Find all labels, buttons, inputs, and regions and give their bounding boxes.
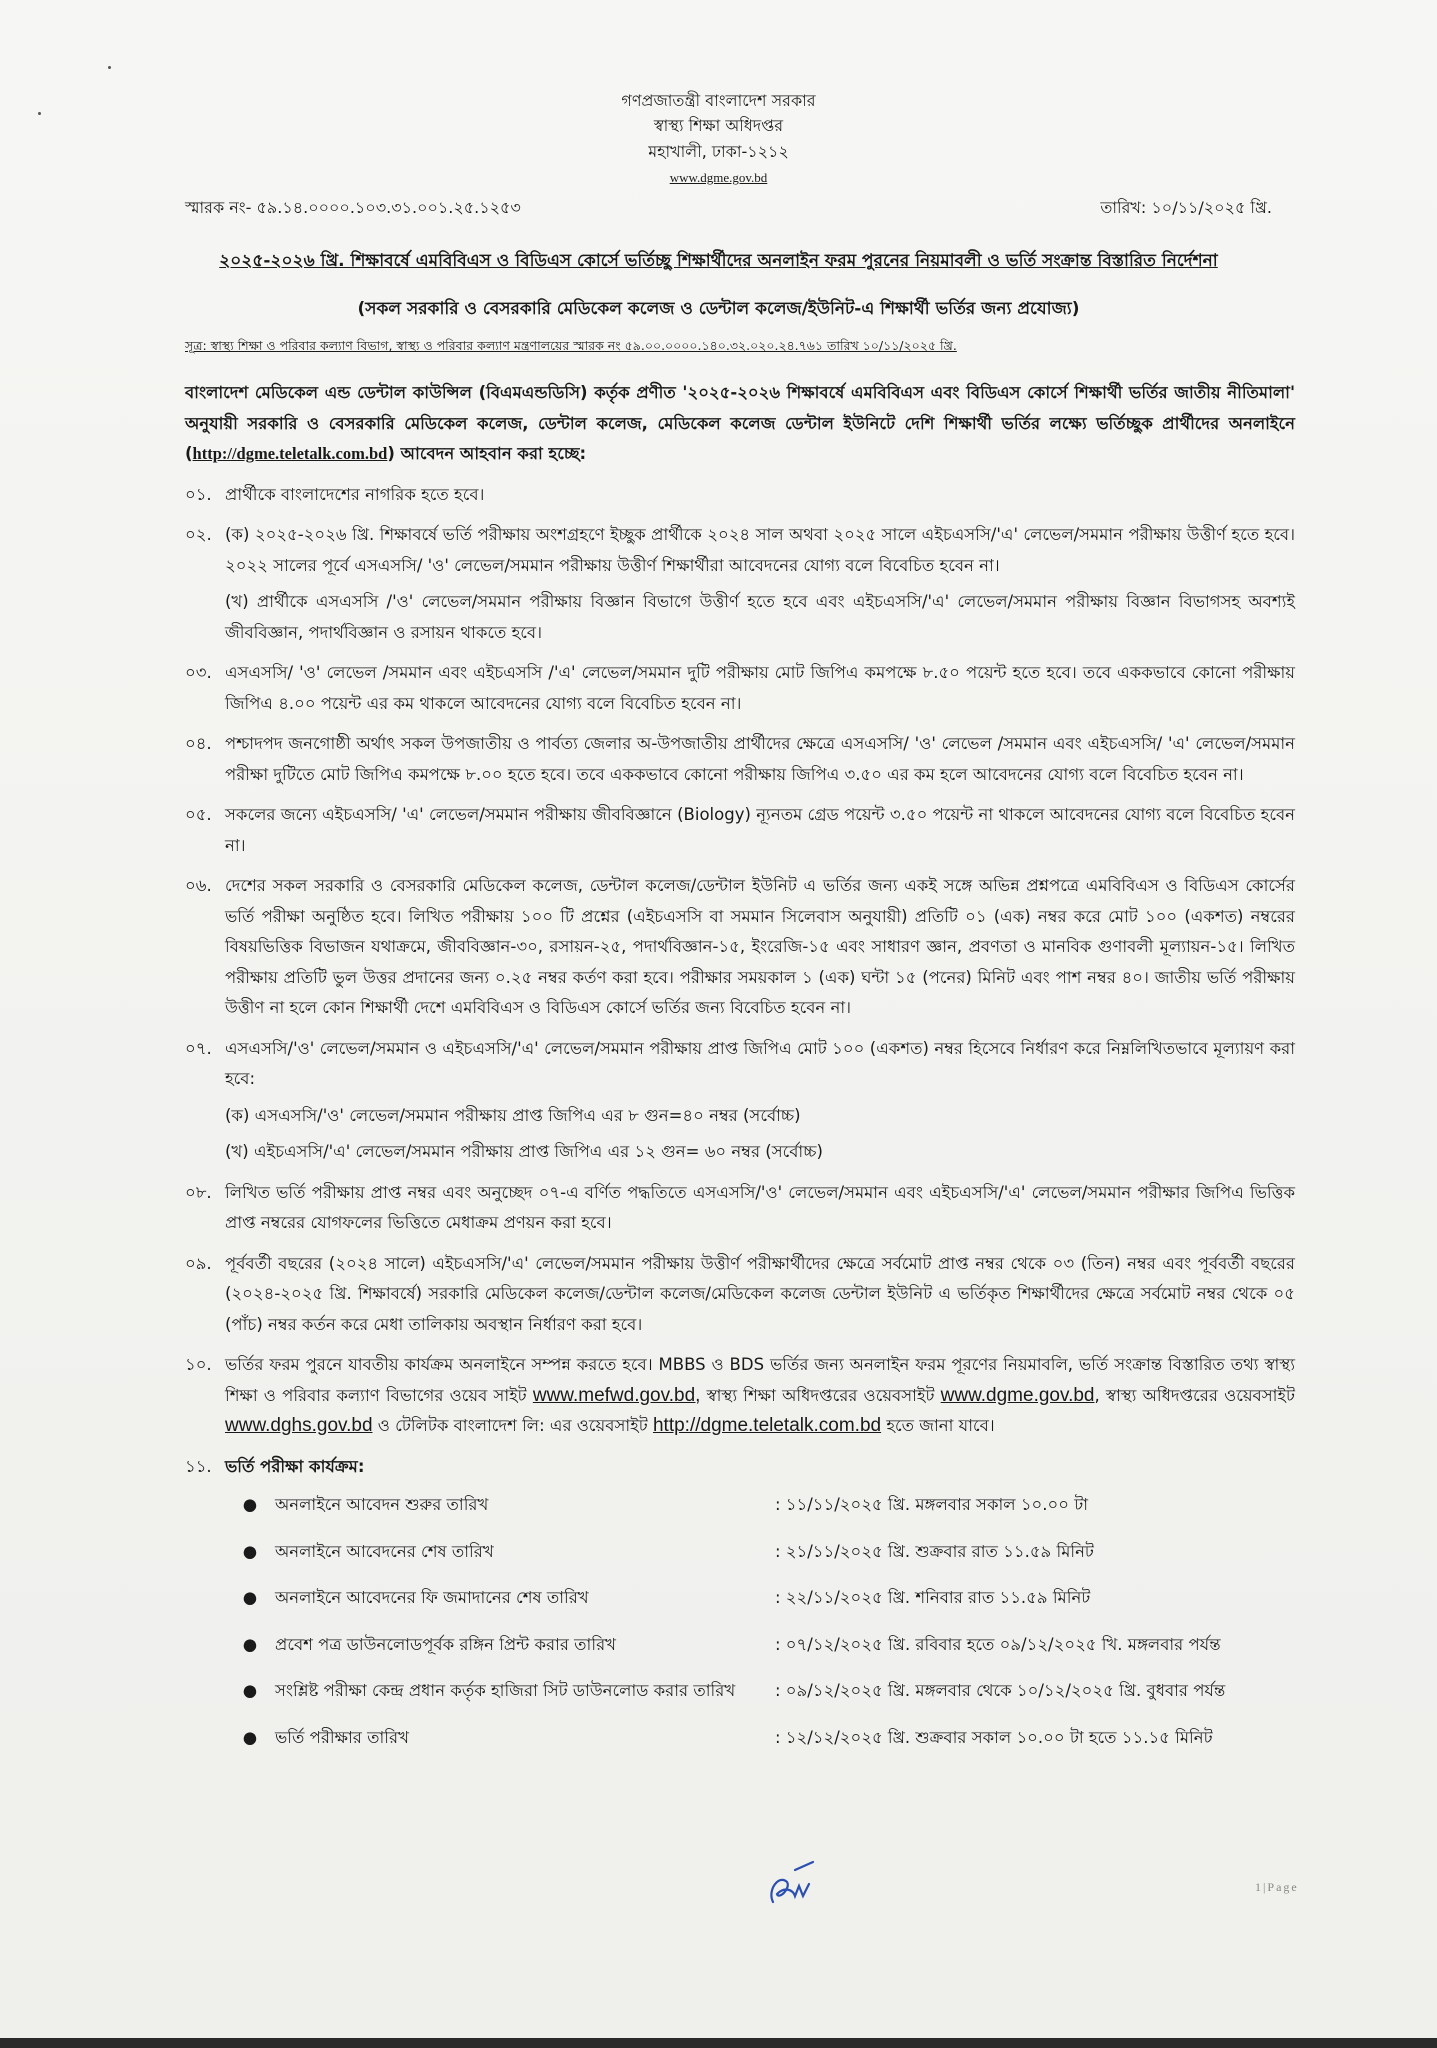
item-text — [225, 1178, 1295, 1239]
rules-list — [185, 480, 1295, 1341]
bullet-icon: ● — [242, 1634, 258, 1654]
item-text — [225, 800, 1295, 861]
schedule-list — [225, 1490, 1295, 1753]
header-website-link[interactable]: www.dgme.gov.bd — [669, 170, 768, 185]
schedule-value: : ০৯/১২/২০২৫ খ্রি. মঙ্গলবার থেকে ১০/১২/২০২৫ খ্রি. বুধবার পর্যন্ত — [775, 1681, 1226, 1700]
item-number: ০১. — [185, 484, 212, 504]
item-number: ১১. — [185, 1456, 212, 1476]
header-government: গণপ্রজাতন্ত্রী বাংলাদেশ সরকার — [621, 91, 816, 110]
page-subtitle: (সকল সরকারি ও বেসরকারি মেডিকেল কলেজ ও ডেন্টাল কলেজ/ইউনিট-এ শিক্ষার্থী ভর্তির জন্য প্রযোজ্য) — [357, 299, 1080, 319]
item-paragraph: পূর্ববর্তী বছরের (২০২৪ সালে) এইচএসসি/'এ' লেভেল/সমমান পরীক্ষায় উত্তীর্ণ পরীক্ষার্থীদের ক্ষেত্রে সর্বমোট প্রাপ্ত নম্বর থেকে ০৩ (তিন) নম্বর এবং পূর্ববর্তী বছরের (২০২৪-২০২৫ খ্রি. শিক্ষাবর্ষে) সরকারি মেডিকেল কলেজ/ডেন্টাল কলেজ/মেডিকেল কলেজ ডেন্টাল ইউনিট এ ভর্তিকৃত শিক্ষার্থীদের ক্ষেত্রে সর্বমোট নম্বর থেকে ০৫ (পাঁচ) নম্বর কর্তন করে মেধা তালিকায় অবস্থান নির্ধারণ করা হবে। — [225, 1253, 1295, 1334]
item-text — [225, 729, 1295, 790]
intro-text: বাংলাদেশ মেডিকেল এন্ড ডেন্টাল কাউন্সিল (বিএমএন্ডডিসি) কর্তৃক প্রণীত '২০২৫-২০২৬ শিক্ষাবর্ষে এমবিবিএস এবং বিডিএস কোর্সে শিক্ষার্থী ভর্তির জাতীয় নীতিমালা' অনুযায়ী সরকারি ও বেসরকারি মেডিকেল কলেজ, ডেন্টাল কলেজ, মেডিকেল কলেজ ডেন্টাল ইউনিটে দেশি শিক্ষার্থী ভর্তির লক্ষ্যে ভর্তিচ্ছুক প্রার্থীদের অনলাইনে ( — [185, 383, 1295, 463]
schedule-row — [225, 1630, 1295, 1661]
bullet-icon: ● — [242, 1681, 258, 1700]
schedule-value: : ১২/১২/২০২৫ খ্রি. শুক্রবার সকাল ১০.০০ টা হতে ১১.১৫ মিনিট — [775, 1727, 1213, 1747]
item-text — [225, 1249, 1295, 1341]
item-paragraph: এসএসসি/ 'ও' লেভেল /সমমান এবং এইচএসসি /'এ' লেভেল/সমমান দুটি পরীক্ষায় মোট জিপিএ কমপক্ষে ৮.৫০ পয়েন্ট হতে হবে। তবে এককভাবে কোনো পরীক্ষায় জিপিএ ৪.০০ পয়েন্ট এর কম থাকলে আবেদনের যোগ্য বলে বিবেচিত হবেন না। — [225, 663, 1295, 713]
item-number: ০৭. — [185, 1038, 212, 1058]
item-number: ০৯. — [185, 1253, 212, 1273]
schedule-value: : ০৭/১২/২০২৫ খ্রি. রবিবার হতে ০৯/১২/২০২৫ খি. মঙ্গলবার পর্যন্ত — [775, 1634, 1221, 1654]
list-item — [185, 729, 1295, 790]
item-paragraph: এসএসসি/'ও' লেভেল/সমমান ও এইচএসসি/'এ' লেভেল/সমমান পরীক্ষায় প্রাপ্ত জিপিএ মোট ১০০ (একশত) নম্বর হিসেবে নির্ধারণ করে নিম্নলিখিতভাবে মূল্যায়ণ করা হবে: — [225, 1038, 1295, 1088]
bullet-icon: ● — [242, 1541, 258, 1561]
item-number: ০৩. — [185, 663, 212, 682]
item-number: ০৪. — [185, 734, 212, 753]
page-number: 1|Page — [1255, 1880, 1299, 1894]
dgme-link[interactable]: www.dgme.gov.bd — [940, 1384, 1095, 1406]
header-department: স্বাস্থ্য শিক্ষা অধিদপ্তর — [653, 116, 784, 135]
text: , স্বাস্থ্য অধিদপ্তরের ওয়েবসাইট — [1094, 1385, 1295, 1405]
schedule-label: অনলাইনে আবেদন শুরুর তারিখ — [275, 1495, 489, 1514]
item-number: ০৬. — [185, 876, 212, 895]
schedule-row — [225, 1490, 1295, 1521]
item-number: ০৮. — [185, 1182, 212, 1202]
list-item — [185, 1249, 1295, 1341]
list-item — [185, 871, 1295, 1024]
item-paragraph: দেশের সকল সরকারি ও বেসরকারি মেডিকেল কলেজ, ডেন্টাল কলেজ/ডেন্টাল ইউনিট এ ভর্তির জন্য একই সঙ্গে অভিন্ন প্রশ্নপত্রে এমবিবিএস ও বিডিএস কোর্সের ভর্তি পরীক্ষা অনুষ্ঠিত হবে। লিখিত পরীক্ষায় ১০০ টি প্রশ্নের (এইচএসসি বা সমমান সিলেবাস অনুযায়ী) প্রতিটি ০১ (এক) নম্বর করে মোট ১০০ (একশত) নম্বরের বিষয়ভিত্তিক বিভাজন যথাক্রমে, জীববিজ্ঞান-৩০, রসায়ন-২৫, পদার্থবিজ্ঞান-১৫, ইংরেজি-১৫ এবং সাধারণ জ্ঞান, প্রবণতা ও মানবিক গুণাবলী মূল্যায়ন-১৫। লিখিত পরীক্ষায় প্রতিটি ভুল উত্তর প্রদানের জন্য ০.২৫ নম্বর কর্তণ করা হবে। পরীক্ষার সময়কাল ১ (এক) ঘন্টা ১৫ (পনের) মিনিট এবং পাশ নম্বর ৪০। জাতীয় ভর্তি পরীক্ষায় উত্তীণ না হলে কোন শিক্ষার্থী দেশে এমবিবিএস ও বিডিএস কোর্সে ভর্তির জন্য বিবেচিত হবেন না। — [225, 876, 1295, 1017]
item-text — [225, 520, 1295, 648]
schedule-value: : ১১/১১/২০২৫ খ্রি. মঙ্গলবার সকাল ১০.০০ টা — [775, 1495, 1088, 1514]
item-paragraph: লিখিত ভর্তি পরীক্ষায় প্রাপ্ত নম্বর এবং অনুচ্ছেদ ০৭-এ বর্ণিত পদ্ধতিতে এসএসসি/'ও' লেভেল/সমমান এবং এইচএসসি/'এ' লেভেল/সমমান পরীক্ষার জিপিএ ভিত্তিক প্রাপ্ত নম্বরের যোগফলের ভিত্তিতে মেধাক্রম প্রণয়ন করা হবে। — [225, 1182, 1295, 1232]
schedule-value: : ২২/১১/২০২৫ খ্রি. শনিবার রাত ১১.৫৯ মিনিট — [775, 1588, 1091, 1607]
list-item — [185, 800, 1295, 861]
item-subpoint: (ক) এসএসসি/'ও' লেভেল/সমমান পরীক্ষায় প্রাপ্ত জিপিএ এর ৮ গুন=৪০ নম্বর (সর্বোচ্চ) — [225, 1105, 801, 1125]
item-subpoint: (খ) এইচএসসি/'এ' লেভেল/সমমান পরীক্ষায় প্রাপ্ত জিপিএ এর ১২ গুন= ৬০ নম্বর (সর্বোচ্চ) — [225, 1142, 823, 1161]
schedule-label: অনলাইনে আবেদনের শেষ তারিখ — [275, 1541, 494, 1561]
item-text — [225, 1350, 1295, 1442]
bullet-icon: ● — [242, 1588, 258, 1607]
list-item — [185, 658, 1295, 719]
list-item — [185, 1178, 1295, 1239]
text: ভর্তির ফরম পুরনে যাবতীয় কার্যক্রম অনলাইনে সম্পন্ন করতে হবে। MBBS ও BDS ভর্তির জন্য অনলাইন ফরম পূরণের নিয়মাবলি, ভর্তি সংক্রান্ত বিস্তারিত তথ্য স্বাস্থ্য শিক্ষা ও পরিবার কল্যাণ বিভাগের ওয়েব সাইট — [225, 1355, 1295, 1405]
memo-date: তারিখ: ১০/১১/২০২৫ খ্রি. — [1100, 198, 1272, 217]
mefwd-link[interactable]: www.mefwd.gov.bd, — [532, 1384, 701, 1406]
item-text — [225, 480, 1295, 511]
schedule-row — [225, 1676, 1295, 1707]
item-number: ০৫. — [185, 805, 212, 824]
schedule-row — [225, 1537, 1295, 1568]
text: হতে জানা যাবে। — [881, 1416, 995, 1435]
schedule-value: : ২১/১১/২০২৫ খ্রি. শুক্রবার রাত ১১.৫৯ মিনিট — [775, 1541, 1094, 1561]
scan-edge — [0, 2038, 1437, 2048]
page-title: ২০২৫-২০২৬ খ্রি. শিক্ষাবর্ষে এমবিবিএস ও বিডিএস কোর্সে ভর্তিচ্ছু শিক্ষার্থীদের অনলাইন ফরম পুরনের নিয়মাবলী ও ভর্তি সংক্রান্ত বিস্তারিত নির্দেশনা — [219, 251, 1218, 271]
list-item — [185, 1350, 1295, 1442]
intro-paragraph — [185, 378, 1295, 470]
item-number: ০২. — [185, 525, 212, 544]
schedule-row — [225, 1723, 1295, 1754]
list-item — [185, 1034, 1295, 1168]
header-address: মহাখালী, ঢাকা-১২১২ — [648, 142, 789, 161]
teletalk-link[interactable]: http://dgme.teletalk.com.bd — [652, 1415, 882, 1436]
item-paragraph: সকলের জন্যে এইচএসসি/ 'এ' লেভেল/সমমান পরীক্ষায় জীববিজ্ঞানে (Biology) ন্যূনতম গ্রেড পয়েন্ট ৩.৫০ পয়েন্ট না থাকলে আবেদনের যোগ্য বলে বিবেচিত হবেন না। — [225, 805, 1295, 855]
schedule-label: ভর্তি পরীক্ষার তারিখ — [275, 1727, 409, 1747]
list-item — [185, 480, 1295, 511]
item-text — [225, 658, 1295, 719]
schedule-label: সংশ্লিষ্ট পরীক্ষা কেন্দ্র প্রধান কর্তৃক হাজিরা সিট ডাউনলোড করার তারিখ — [275, 1681, 736, 1700]
document-body — [185, 378, 1295, 1769]
schedule-label: প্রবেশ পত্র ডাউনলোডপূর্বক রঙ্গিন প্রিন্ট করার তারিখ — [275, 1634, 616, 1654]
scan-speck — [108, 66, 111, 69]
list-item — [185, 1452, 1295, 1483]
teletalk-link[interactable]: http://dgme.teletalk.com.bd — [192, 444, 388, 463]
text: স্বাস্থ্য শিক্ষা অধিদপ্তরের ওয়েবসাইট — [700, 1385, 941, 1405]
item-paragraph: (ক) ২০২৫-২০২৬ খ্রি. শিক্ষাবর্ষে ভর্তি পরীক্ষায় অংশগ্রহণে ইচ্ছুক প্রার্থীকে ২০২৪ সাল অথবা ২০২৫ সালে এইচএসসি/'এ' লেভেল/সমমান পরীক্ষায় উত্তীর্ণ হতে হবে। ২০২২ সালের পূর্বে এসএসসি/ 'ও' লেভেল/সমমান পরীক্ষায় উত্তীর্ণ শিক্ষার্থীরা আবেদনের যোগ্য বলে বিবেচিত হবেন না। — [225, 525, 1295, 575]
dghs-link[interactable]: www.dghs.gov.bd — [225, 1415, 373, 1436]
signature — [765, 1860, 825, 1910]
item-paragraph: প্রার্থীকে বাংলাদেশের নাগরিক হতে হবে। — [225, 484, 485, 504]
list-item — [185, 520, 1295, 648]
schedule-label: অনলাইনে আবেদনের ফি জমাদানের শেষ তারিখ — [275, 1588, 589, 1607]
item-number: ১০. — [185, 1355, 212, 1374]
memo-number: স্মারক নং- ৫৯.১৪.০০০০.১০৩.৩১.০০১.২৫.১২৫৩ — [185, 198, 521, 217]
item-paragraph: (খ) প্রার্থীকে এসএসসি /'ও' লেভেল/সমমান পরীক্ষায় বিজ্ঞান বিভাগে উত্তীর্ণ হতে হবে এবং এইচএসসি/'এ' লেভেল/সমমান পরীক্ষায় বিজ্ঞান বিভাগসহ অবশ্যই জীববিজ্ঞান, পদার্থবিজ্ঞান ও রসায়ন থাকতে হবে। — [225, 592, 1295, 642]
text: ও টেলিটক বাংলাদেশ লি: এর ওয়েবসাইট — [372, 1416, 653, 1435]
reference-line: সূত্র: স্বাস্থ্য শিক্ষা ও পরিবার কল্যাণ বিভাগ, স্বাস্থ্য ও পরিবার কল্যাণ মন্ত্রণালয়ের স্মারক নং ৫৯.০০.০০০০.১৪০.৩২.০২০.২৪.৭৬১ তারিখ ১০/১১/২০২৫ খ্রি. — [185, 338, 957, 353]
intro-text: ) আবেদন আহবান করা হচ্ছে: — [387, 444, 587, 463]
item-text — [225, 871, 1295, 1024]
bullet-icon: ● — [242, 1727, 258, 1747]
item-text — [225, 1034, 1295, 1168]
schedule-row — [225, 1583, 1295, 1614]
item-paragraph: পশ্চাদপদ জনগোষ্ঠী অর্থাৎ সকল উপজাতীয় ও পার্বত্য জেলার অ-উপজাতীয় প্রার্থীদের ক্ষেত্রে এসএসসি/ 'ও' লেভেল /সমমান এবং এইচএসসি/ 'এ' লেভেল/সমমান পরীক্ষা দুটিতে মোট জিপিএ কমপক্ষে ৮.০০ হতে হবে। তবে এককভাবে কোনো পরীক্ষায় জিপিএ ৩.৫০ এর কম হলে আবেদনের যোগ্য বলে বিবেচিত হবেন না। — [225, 734, 1295, 784]
schedule-title: ভর্তি পরীক্ষা কার্যক্রম: — [225, 1456, 365, 1476]
bullet-icon: ● — [242, 1495, 258, 1514]
